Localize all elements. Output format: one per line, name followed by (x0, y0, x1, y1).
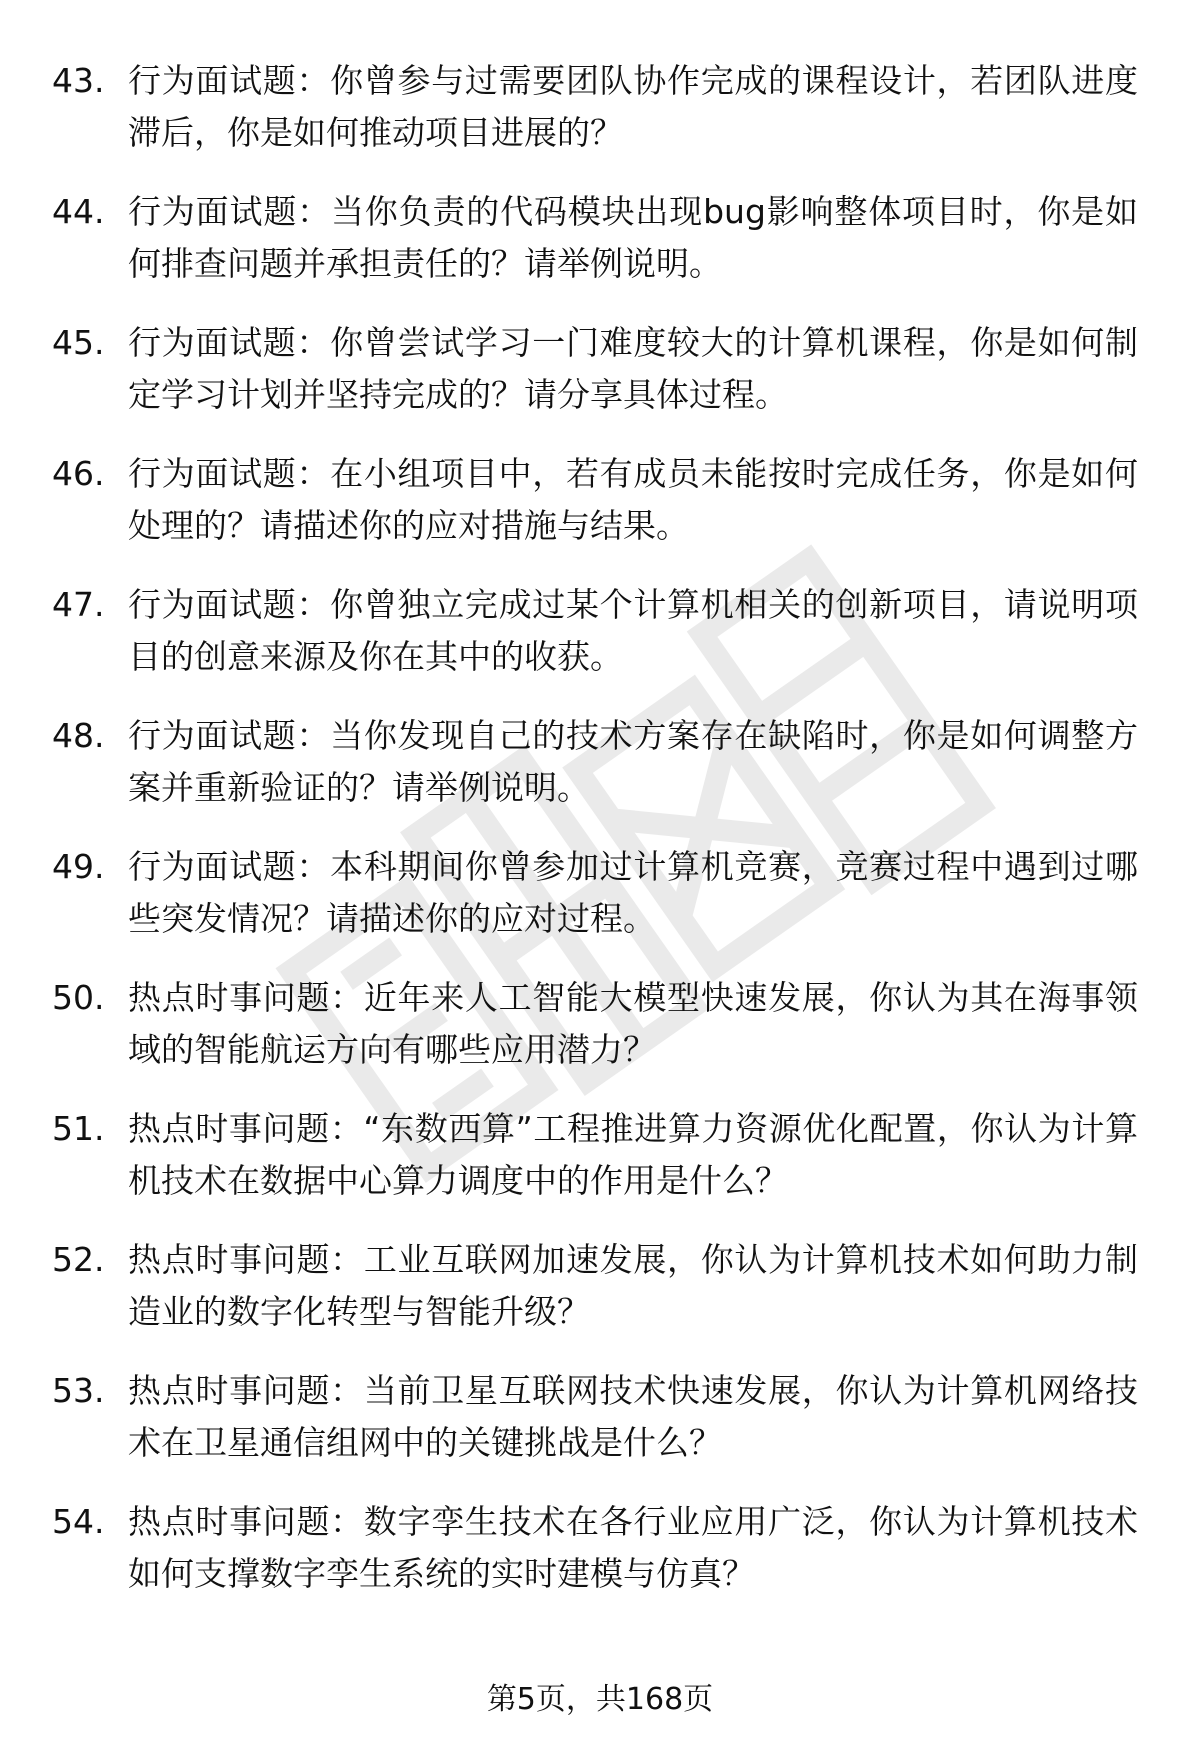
question-text: 行为面试题：本科期间你曾参加过计算机竞赛，竞赛过程中遇到过哪些突发情况？请描述你的应对过程。 (128, 847, 1138, 938)
question-number: 46. (52, 454, 105, 493)
question-text: 热点时事问题：“东数西算”工程推进算力资源优化配置，你认为计算机技术在数据中心算力调度中的作用是什么？ (128, 1109, 1138, 1200)
list-item (0, 186, 1200, 317)
list-item (0, 317, 1200, 448)
question-number: 44. (52, 192, 105, 231)
list-item (0, 1234, 1200, 1365)
question-number: 54. (52, 1502, 105, 1541)
question-number: 50. (52, 978, 105, 1017)
list-item (0, 448, 1200, 579)
question-number: 47. (52, 585, 105, 624)
list-item (0, 55, 1200, 186)
question-text: 热点时事问题：当前卫星互联网技术快速发展，你认为计算机网络技术在卫星通信组网中的关键挑战是什么？ (128, 1371, 1138, 1462)
question-number: 52. (52, 1240, 105, 1279)
question-number: 53. (52, 1371, 105, 1410)
question-text: 热点时事问题：工业互联网加速发展，你认为计算机技术如何助力制造业的数字化转型与智能升级？ (128, 1240, 1138, 1331)
question-number: 45. (52, 323, 105, 362)
question-number: 43. (52, 61, 105, 100)
list-item (0, 579, 1200, 710)
list-item (0, 710, 1200, 841)
question-text: 热点时事问题：数字孪生技术在各行业应用广泛，你认为计算机技术如何支撑数字孪生系统的实时建模与仿真？ (128, 1502, 1138, 1593)
list-item (0, 972, 1200, 1103)
question-number: 48. (52, 716, 105, 755)
question-number: 51. (52, 1109, 105, 1148)
question-text: 行为面试题：当你负责的代码模块出现bug影响整体项目时，你是如何排查问题并承担责任的？请举例说明。 (128, 192, 1138, 283)
list-item (0, 1103, 1200, 1234)
question-number: 49. (52, 847, 105, 886)
question-text: 行为面试题：你曾参与过需要团队协作完成的课程设计，若团队进度滞后，你是如何推动项目进展的？ (128, 61, 1138, 152)
question-text: 行为面试题：你曾尝试学习一门难度较大的计算机课程，你是如何制定学习计划并坚持完成的？请分享具体过程。 (128, 323, 1138, 414)
question-text: 行为面试题：当你发现自己的技术方案存在缺陷时，你是如何调整方案并重新验证的？请举例说明。 (128, 716, 1138, 807)
question-text: 热点时事问题：近年来人工智能大模型快速发展，你认为其在海事领域的智能航运方向有哪些应用潜力？ (128, 978, 1138, 1069)
question-text: 行为面试题：在小组项目中，若有成员未能按时完成任务，你是如何处理的？请描述你的应对措施与结果。 (128, 454, 1138, 545)
list-item (0, 841, 1200, 972)
list-item (0, 1365, 1200, 1496)
page-footer: 第5页，共168页 (486, 1682, 714, 1717)
list-item (0, 1496, 1200, 1627)
question-text: 行为面试题：你曾独立完成过某个计算机相关的创新项目，请说明项目的创意来源及你在其中的收获。 (128, 585, 1138, 676)
question-list (0, 55, 1200, 1627)
